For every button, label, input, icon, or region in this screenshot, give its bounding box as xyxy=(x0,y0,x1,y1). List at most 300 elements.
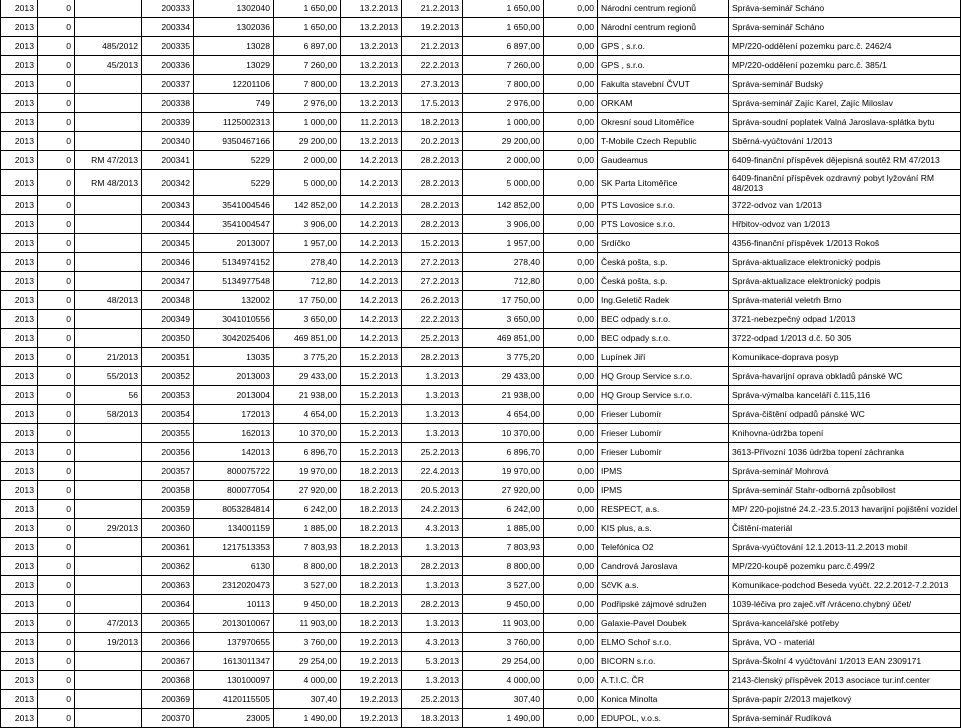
cell-invoice-no: 1302036 xyxy=(194,18,274,37)
cell-flag: 0 xyxy=(38,75,75,94)
cell-flag: 0 xyxy=(38,94,75,113)
cell-purpose: Správa-soudní poplatek Valná Jaroslava-splátka bytu xyxy=(729,113,961,132)
cell-due-date: 1.3.2013 xyxy=(402,424,463,443)
cell-balance: 0,00 xyxy=(544,367,598,386)
cell-amount: 11 903,00 xyxy=(274,614,341,633)
cell-doc-no: 200344 xyxy=(142,215,194,234)
cell-supplier: KIS plus, a.s. xyxy=(598,519,729,538)
cell-invoice-no: 4120115505 xyxy=(194,690,274,709)
cell-due-date: 22.4.2013 xyxy=(402,462,463,481)
cell-issue-date: 18.2.2013 xyxy=(341,614,402,633)
cell-due-date: 20.2.2013 xyxy=(402,132,463,151)
cell-due-date: 28.2.2013 xyxy=(402,196,463,215)
cell-issue-date: 18.2.2013 xyxy=(341,576,402,595)
cell-balance: 0,00 xyxy=(544,113,598,132)
cell-doc-no: 200365 xyxy=(142,614,194,633)
cell-purpose: 4356-finanční příspěvek 1/2013 Rokoš xyxy=(729,234,961,253)
cell-paid: 1 650,00 xyxy=(463,0,544,18)
cell-issue-date: 13.2.2013 xyxy=(341,132,402,151)
cell-purpose: Správa-seminář Stahr-odborná způsobilost xyxy=(729,481,961,500)
cell-supplier: HQ Group Service s.r.o. xyxy=(598,367,729,386)
cell-balance: 0,00 xyxy=(544,291,598,310)
cell-purpose: 3613-Přívozní 1036 údržba topení záchranka xyxy=(729,443,961,462)
cell-year: 2013 xyxy=(1,614,38,633)
cell-due-date: 1.3.2013 xyxy=(402,405,463,424)
cell-due-date: 28.2.2013 xyxy=(402,170,463,196)
cell-doc-no: 200338 xyxy=(142,94,194,113)
table-row xyxy=(1,113,961,132)
cell-balance: 0,00 xyxy=(544,386,598,405)
cell-balance: 0,00 xyxy=(544,405,598,424)
cell-doc-no: 200347 xyxy=(142,272,194,291)
cell-year: 2013 xyxy=(1,500,38,519)
cell-flag: 0 xyxy=(38,18,75,37)
cell-flag: 0 xyxy=(38,253,75,272)
cell-balance: 0,00 xyxy=(544,500,598,519)
cell-ref: RM 47/2013 xyxy=(75,151,142,170)
cell-ref xyxy=(75,329,142,348)
cell-amount: 712,80 xyxy=(274,272,341,291)
table-row xyxy=(1,170,961,196)
table-row xyxy=(1,462,961,481)
cell-supplier: Konica Minolta xyxy=(598,690,729,709)
table-row xyxy=(1,424,961,443)
cell-amount: 1 650,00 xyxy=(274,18,341,37)
cell-invoice-no: 132002 xyxy=(194,291,274,310)
cell-supplier: Ing.Geletič Radek xyxy=(598,291,729,310)
cell-flag: 0 xyxy=(38,170,75,196)
cell-flag: 0 xyxy=(38,113,75,132)
cell-doc-no: 200337 xyxy=(142,75,194,94)
cell-doc-no: 200348 xyxy=(142,291,194,310)
cell-supplier: BEC odpady s.r.o. xyxy=(598,310,729,329)
cell-paid: 19 970,00 xyxy=(463,462,544,481)
cell-paid: 2 000,00 xyxy=(463,151,544,170)
cell-amount: 29 433,00 xyxy=(274,367,341,386)
cell-purpose: Správa-seminář Scháno xyxy=(729,18,961,37)
table-row xyxy=(1,671,961,690)
table-row xyxy=(1,0,961,18)
cell-doc-no: 200340 xyxy=(142,132,194,151)
cell-balance: 0,00 xyxy=(544,709,598,728)
cell-doc-no: 200352 xyxy=(142,367,194,386)
cell-issue-date: 18.2.2013 xyxy=(341,519,402,538)
cell-purpose: Správa-kancelářské potřeby xyxy=(729,614,961,633)
cell-due-date: 1.3.2013 xyxy=(402,576,463,595)
cell-year: 2013 xyxy=(1,348,38,367)
cell-due-date: 25.2.2013 xyxy=(402,443,463,462)
cell-supplier: Národní centrum regionů xyxy=(598,0,729,18)
cell-doc-no: 200358 xyxy=(142,481,194,500)
cell-issue-date: 14.2.2013 xyxy=(341,272,402,291)
cell-issue-date: 18.2.2013 xyxy=(341,538,402,557)
cell-ref xyxy=(75,652,142,671)
cell-flag: 0 xyxy=(38,234,75,253)
cell-year: 2013 xyxy=(1,576,38,595)
cell-ref xyxy=(75,310,142,329)
cell-flag: 0 xyxy=(38,538,75,557)
cell-due-date: 28.2.2013 xyxy=(402,595,463,614)
cell-year: 2013 xyxy=(1,329,38,348)
cell-issue-date: 15.2.2013 xyxy=(341,405,402,424)
cell-issue-date: 13.2.2013 xyxy=(341,75,402,94)
cell-paid: 1 490,00 xyxy=(463,709,544,728)
cell-doc-no: 200350 xyxy=(142,329,194,348)
cell-amount: 7 800,00 xyxy=(274,75,341,94)
cell-supplier: GPS , s.r.o. xyxy=(598,37,729,56)
cell-doc-no: 200369 xyxy=(142,690,194,709)
cell-paid: 1 000,00 xyxy=(463,113,544,132)
cell-supplier: Telefónica O2 xyxy=(598,538,729,557)
cell-purpose: Správa-aktualizace elektronický podpis xyxy=(729,272,961,291)
table-row xyxy=(1,500,961,519)
cell-ref xyxy=(75,595,142,614)
cell-issue-date: 19.2.2013 xyxy=(341,652,402,671)
cell-year: 2013 xyxy=(1,481,38,500)
cell-ref xyxy=(75,272,142,291)
cell-invoice-no: 134001159 xyxy=(194,519,274,538)
cell-year: 2013 xyxy=(1,151,38,170)
table-row xyxy=(1,291,961,310)
table-row xyxy=(1,690,961,709)
cell-supplier: GPS , s.r.o. xyxy=(598,56,729,75)
cell-invoice-no: 12201106 xyxy=(194,75,274,94)
cell-paid: 7 800,00 xyxy=(463,75,544,94)
cell-doc-no: 200359 xyxy=(142,500,194,519)
cell-ref: 47/2013 xyxy=(75,614,142,633)
cell-balance: 0,00 xyxy=(544,576,598,595)
cell-doc-no: 200357 xyxy=(142,462,194,481)
cell-due-date: 4.3.2013 xyxy=(402,633,463,652)
cell-invoice-no: 2013004 xyxy=(194,386,274,405)
cell-year: 2013 xyxy=(1,310,38,329)
cell-purpose: Čištění-materiál xyxy=(729,519,961,538)
table-row xyxy=(1,367,961,386)
cell-due-date: 27.2.2013 xyxy=(402,253,463,272)
cell-due-date: 21.2.2013 xyxy=(402,37,463,56)
cell-invoice-no: 8053284814 xyxy=(194,500,274,519)
cell-paid: 712,80 xyxy=(463,272,544,291)
cell-supplier: BICORN s.r.o. xyxy=(598,652,729,671)
table-row xyxy=(1,652,961,671)
cell-due-date: 21.2.2013 xyxy=(402,0,463,18)
cell-flag: 0 xyxy=(38,519,75,538)
cell-issue-date: 11.2.2013 xyxy=(341,113,402,132)
cell-supplier: IPMS xyxy=(598,481,729,500)
cell-paid: 142 852,00 xyxy=(463,196,544,215)
cell-purpose: Správa-havarijní oprava obkladů pánské WC xyxy=(729,367,961,386)
cell-issue-date: 13.2.2013 xyxy=(341,37,402,56)
cell-purpose: Správa-čištění odpadů pánské WC xyxy=(729,405,961,424)
cell-invoice-no: 10113 xyxy=(194,595,274,614)
cell-amount: 5 000,00 xyxy=(274,170,341,196)
cell-flag: 0 xyxy=(38,462,75,481)
cell-invoice-no: 13029 xyxy=(194,56,274,75)
cell-flag: 0 xyxy=(38,481,75,500)
cell-balance: 0,00 xyxy=(544,272,598,291)
cell-issue-date: 19.2.2013 xyxy=(341,690,402,709)
cell-supplier: Národní centrum regionů xyxy=(598,18,729,37)
cell-doc-no: 200353 xyxy=(142,386,194,405)
cell-purpose: Správa, VO - materiál xyxy=(729,633,961,652)
cell-issue-date: 13.2.2013 xyxy=(341,18,402,37)
cell-paid: 1 650,00 xyxy=(463,18,544,37)
cell-year: 2013 xyxy=(1,170,38,196)
cell-issue-date: 14.2.2013 xyxy=(341,253,402,272)
cell-ref: 55/2013 xyxy=(75,367,142,386)
cell-issue-date: 14.2.2013 xyxy=(341,310,402,329)
cell-ref xyxy=(75,253,142,272)
cell-purpose: Správa-výmalba kanceláří č.115,116 xyxy=(729,386,961,405)
cell-amount: 307,40 xyxy=(274,690,341,709)
cell-purpose: Sběrná-vyúčtování 1/2013 xyxy=(729,132,961,151)
cell-paid: 5 000,00 xyxy=(463,170,544,196)
cell-supplier: Gaudeamus xyxy=(598,151,729,170)
cell-issue-date: 19.2.2013 xyxy=(341,709,402,728)
cell-amount: 29 254,00 xyxy=(274,652,341,671)
cell-balance: 0,00 xyxy=(544,557,598,576)
cell-amount: 7 803,93 xyxy=(274,538,341,557)
cell-balance: 0,00 xyxy=(544,56,598,75)
cell-amount: 1 957,00 xyxy=(274,234,341,253)
cell-balance: 0,00 xyxy=(544,519,598,538)
cell-paid: 7 260,00 xyxy=(463,56,544,75)
cell-purpose: Správa-materiál veletrh Brno xyxy=(729,291,961,310)
cell-amount: 3 906,00 xyxy=(274,215,341,234)
cell-ref: 48/2013 xyxy=(75,291,142,310)
cell-year: 2013 xyxy=(1,94,38,113)
cell-year: 2013 xyxy=(1,0,38,18)
cell-supplier: Česká pošta, s.p. xyxy=(598,272,729,291)
cell-amount: 1 885,00 xyxy=(274,519,341,538)
cell-ref: 58/2013 xyxy=(75,405,142,424)
cell-balance: 0,00 xyxy=(544,253,598,272)
cell-issue-date: 14.2.2013 xyxy=(341,170,402,196)
table-row xyxy=(1,709,961,728)
cell-year: 2013 xyxy=(1,291,38,310)
cell-supplier: PTS Lovosice s.r.o. xyxy=(598,215,729,234)
cell-invoice-no: 1125002313 xyxy=(194,113,274,132)
cell-doc-no: 200367 xyxy=(142,652,194,671)
table-row xyxy=(1,614,961,633)
cell-amount: 1 000,00 xyxy=(274,113,341,132)
cell-invoice-no: 3541004546 xyxy=(194,196,274,215)
cell-ref xyxy=(75,481,142,500)
cell-purpose: Komunikace-podchod Beseda vyúčt. 22.2.2012-7.2.2013 xyxy=(729,576,961,595)
cell-amount: 29 200,00 xyxy=(274,132,341,151)
cell-flag: 0 xyxy=(38,37,75,56)
cell-issue-date: 18.2.2013 xyxy=(341,500,402,519)
cell-purpose: MP/220-oddělení pozemku parc.č. 385/1 xyxy=(729,56,961,75)
cell-invoice-no: 1217513353 xyxy=(194,538,274,557)
cell-issue-date: 13.2.2013 xyxy=(341,94,402,113)
cell-ref xyxy=(75,132,142,151)
cell-due-date: 25.2.2013 xyxy=(402,690,463,709)
cell-purpose: Správa-Školní 4 vyúčtování 1/2013 EAN 2309171 xyxy=(729,652,961,671)
cell-doc-no: 200333 xyxy=(142,0,194,18)
cell-flag: 0 xyxy=(38,595,75,614)
cell-amount: 3 760,00 xyxy=(274,633,341,652)
cell-supplier: RESPECT, a.s. xyxy=(598,500,729,519)
cell-year: 2013 xyxy=(1,75,38,94)
cell-invoice-no: 5229 xyxy=(194,151,274,170)
cell-invoice-no: 137970655 xyxy=(194,633,274,652)
cell-amount: 278,40 xyxy=(274,253,341,272)
cell-invoice-no: 1302040 xyxy=(194,0,274,18)
cell-doc-no: 200355 xyxy=(142,424,194,443)
cell-issue-date: 14.2.2013 xyxy=(341,151,402,170)
cell-issue-date: 13.2.2013 xyxy=(341,56,402,75)
cell-issue-date: 15.2.2013 xyxy=(341,367,402,386)
cell-balance: 0,00 xyxy=(544,132,598,151)
cell-paid: 7 803,93 xyxy=(463,538,544,557)
cell-doc-no: 200364 xyxy=(142,595,194,614)
cell-doc-no: 200334 xyxy=(142,18,194,37)
table-row xyxy=(1,519,961,538)
cell-ref xyxy=(75,94,142,113)
cell-purpose: Správa-seminář Mohrová xyxy=(729,462,961,481)
cell-invoice-no: 2013003 xyxy=(194,367,274,386)
cell-due-date: 1.3.2013 xyxy=(402,367,463,386)
cell-invoice-no: 3041010556 xyxy=(194,310,274,329)
table-body xyxy=(1,0,961,728)
cell-purpose: Správa-seminář Budský xyxy=(729,75,961,94)
cell-amount: 19 970,00 xyxy=(274,462,341,481)
cell-amount: 3 650,00 xyxy=(274,310,341,329)
cell-year: 2013 xyxy=(1,386,38,405)
cell-amount: 1 490,00 xyxy=(274,709,341,728)
cell-doc-no: 200368 xyxy=(142,671,194,690)
cell-purpose: Knihovna-údržba topení xyxy=(729,424,961,443)
table-row xyxy=(1,329,961,348)
cell-invoice-no: 1613011347 xyxy=(194,652,274,671)
cell-purpose: Správa-seminář Scháno xyxy=(729,0,961,18)
cell-ref: RM 48/2013 xyxy=(75,170,142,196)
cell-doc-no: 200349 xyxy=(142,310,194,329)
cell-paid: 11 903,00 xyxy=(463,614,544,633)
table-row xyxy=(1,443,961,462)
cell-due-date: 28.2.2013 xyxy=(402,151,463,170)
cell-due-date: 24.2.2013 xyxy=(402,500,463,519)
cell-flag: 0 xyxy=(38,709,75,728)
cell-due-date: 27.2.2013 xyxy=(402,272,463,291)
cell-balance: 0,00 xyxy=(544,94,598,113)
cell-purpose: Správa-seminář Rudíková xyxy=(729,709,961,728)
cell-purpose: 3721-nebezpečný odpad 1/2013 xyxy=(729,310,961,329)
cell-supplier: IPMS xyxy=(598,462,729,481)
cell-year: 2013 xyxy=(1,424,38,443)
cell-issue-date: 14.2.2013 xyxy=(341,234,402,253)
cell-balance: 0,00 xyxy=(544,75,598,94)
cell-balance: 0,00 xyxy=(544,690,598,709)
table-row xyxy=(1,94,961,113)
cell-supplier: Frieser Lubomír xyxy=(598,424,729,443)
cell-flag: 0 xyxy=(38,500,75,519)
cell-amount: 21 938,00 xyxy=(274,386,341,405)
cell-balance: 0,00 xyxy=(544,462,598,481)
cell-purpose: 1039-léčiva pro zaječ.vřf /vráceno.chybný účet/ xyxy=(729,595,961,614)
cell-supplier: A.T.I.C. ČR xyxy=(598,671,729,690)
cell-paid: 1 885,00 xyxy=(463,519,544,538)
cell-flag: 0 xyxy=(38,614,75,633)
cell-paid: 8 800,00 xyxy=(463,557,544,576)
cell-purpose: MP/220-oddělení pozemku parc.č. 2462/4 xyxy=(729,37,961,56)
cell-paid: 17 750,00 xyxy=(463,291,544,310)
cell-purpose: 3722-odpad 1/2013 d.č. 50 305 xyxy=(729,329,961,348)
cell-invoice-no: 2013010067 xyxy=(194,614,274,633)
cell-balance: 0,00 xyxy=(544,424,598,443)
cell-issue-date: 14.2.2013 xyxy=(341,215,402,234)
cell-due-date: 19.2.2013 xyxy=(402,18,463,37)
table-row xyxy=(1,75,961,94)
cell-supplier: ELMO Schoř s.r.o. xyxy=(598,633,729,652)
cell-ref xyxy=(75,234,142,253)
cell-invoice-no: 3541004547 xyxy=(194,215,274,234)
cell-invoice-no: 2013007 xyxy=(194,234,274,253)
cell-year: 2013 xyxy=(1,557,38,576)
cell-invoice-no: 5134974152 xyxy=(194,253,274,272)
cell-flag: 0 xyxy=(38,576,75,595)
cell-paid: 10 370,00 xyxy=(463,424,544,443)
table-row xyxy=(1,56,961,75)
cell-due-date: 28.2.2013 xyxy=(402,215,463,234)
cell-doc-no: 200354 xyxy=(142,405,194,424)
table-row xyxy=(1,37,961,56)
cell-flag: 0 xyxy=(38,0,75,18)
cell-balance: 0,00 xyxy=(544,481,598,500)
cell-paid: 4 000,00 xyxy=(463,671,544,690)
cell-due-date: 5.3.2013 xyxy=(402,652,463,671)
cell-balance: 0,00 xyxy=(544,170,598,196)
cell-year: 2013 xyxy=(1,443,38,462)
cell-year: 2013 xyxy=(1,37,38,56)
cell-paid: 6 896,70 xyxy=(463,443,544,462)
cell-invoice-no: 13035 xyxy=(194,348,274,367)
cell-doc-no: 200361 xyxy=(142,538,194,557)
cell-year: 2013 xyxy=(1,234,38,253)
cell-doc-no: 200335 xyxy=(142,37,194,56)
cell-year: 2013 xyxy=(1,132,38,151)
cell-purpose: 2143-členský příspěvek 2013 asociace tur.inf.center xyxy=(729,671,961,690)
cell-paid: 3 527,00 xyxy=(463,576,544,595)
cell-due-date: 27.3.2013 xyxy=(402,75,463,94)
cell-ref xyxy=(75,671,142,690)
cell-paid: 27 920,00 xyxy=(463,481,544,500)
cell-purpose: Správa-seminář Zajíc Karel, Zajíc Miloslav xyxy=(729,94,961,113)
cell-invoice-no: 13028 xyxy=(194,37,274,56)
cell-ref xyxy=(75,443,142,462)
cell-doc-no: 200363 xyxy=(142,576,194,595)
cell-invoice-no: 9350467166 xyxy=(194,132,274,151)
cell-ref xyxy=(75,709,142,728)
cell-supplier: Frieser Lubomír xyxy=(598,443,729,462)
cell-year: 2013 xyxy=(1,253,38,272)
cell-paid: 278,40 xyxy=(463,253,544,272)
cell-balance: 0,00 xyxy=(544,348,598,367)
cell-paid: 9 450,00 xyxy=(463,595,544,614)
cell-due-date: 26.2.2013 xyxy=(402,291,463,310)
cell-issue-date: 13.2.2013 xyxy=(341,0,402,18)
table-row xyxy=(1,386,961,405)
cell-year: 2013 xyxy=(1,405,38,424)
cell-supplier: Okresní soud Litoměřice xyxy=(598,113,729,132)
cell-ref: 19/2013 xyxy=(75,633,142,652)
cell-issue-date: 15.2.2013 xyxy=(341,424,402,443)
cell-due-date: 1.3.2013 xyxy=(402,538,463,557)
cell-amount: 6 896,70 xyxy=(274,443,341,462)
cell-year: 2013 xyxy=(1,652,38,671)
cell-flag: 0 xyxy=(38,132,75,151)
